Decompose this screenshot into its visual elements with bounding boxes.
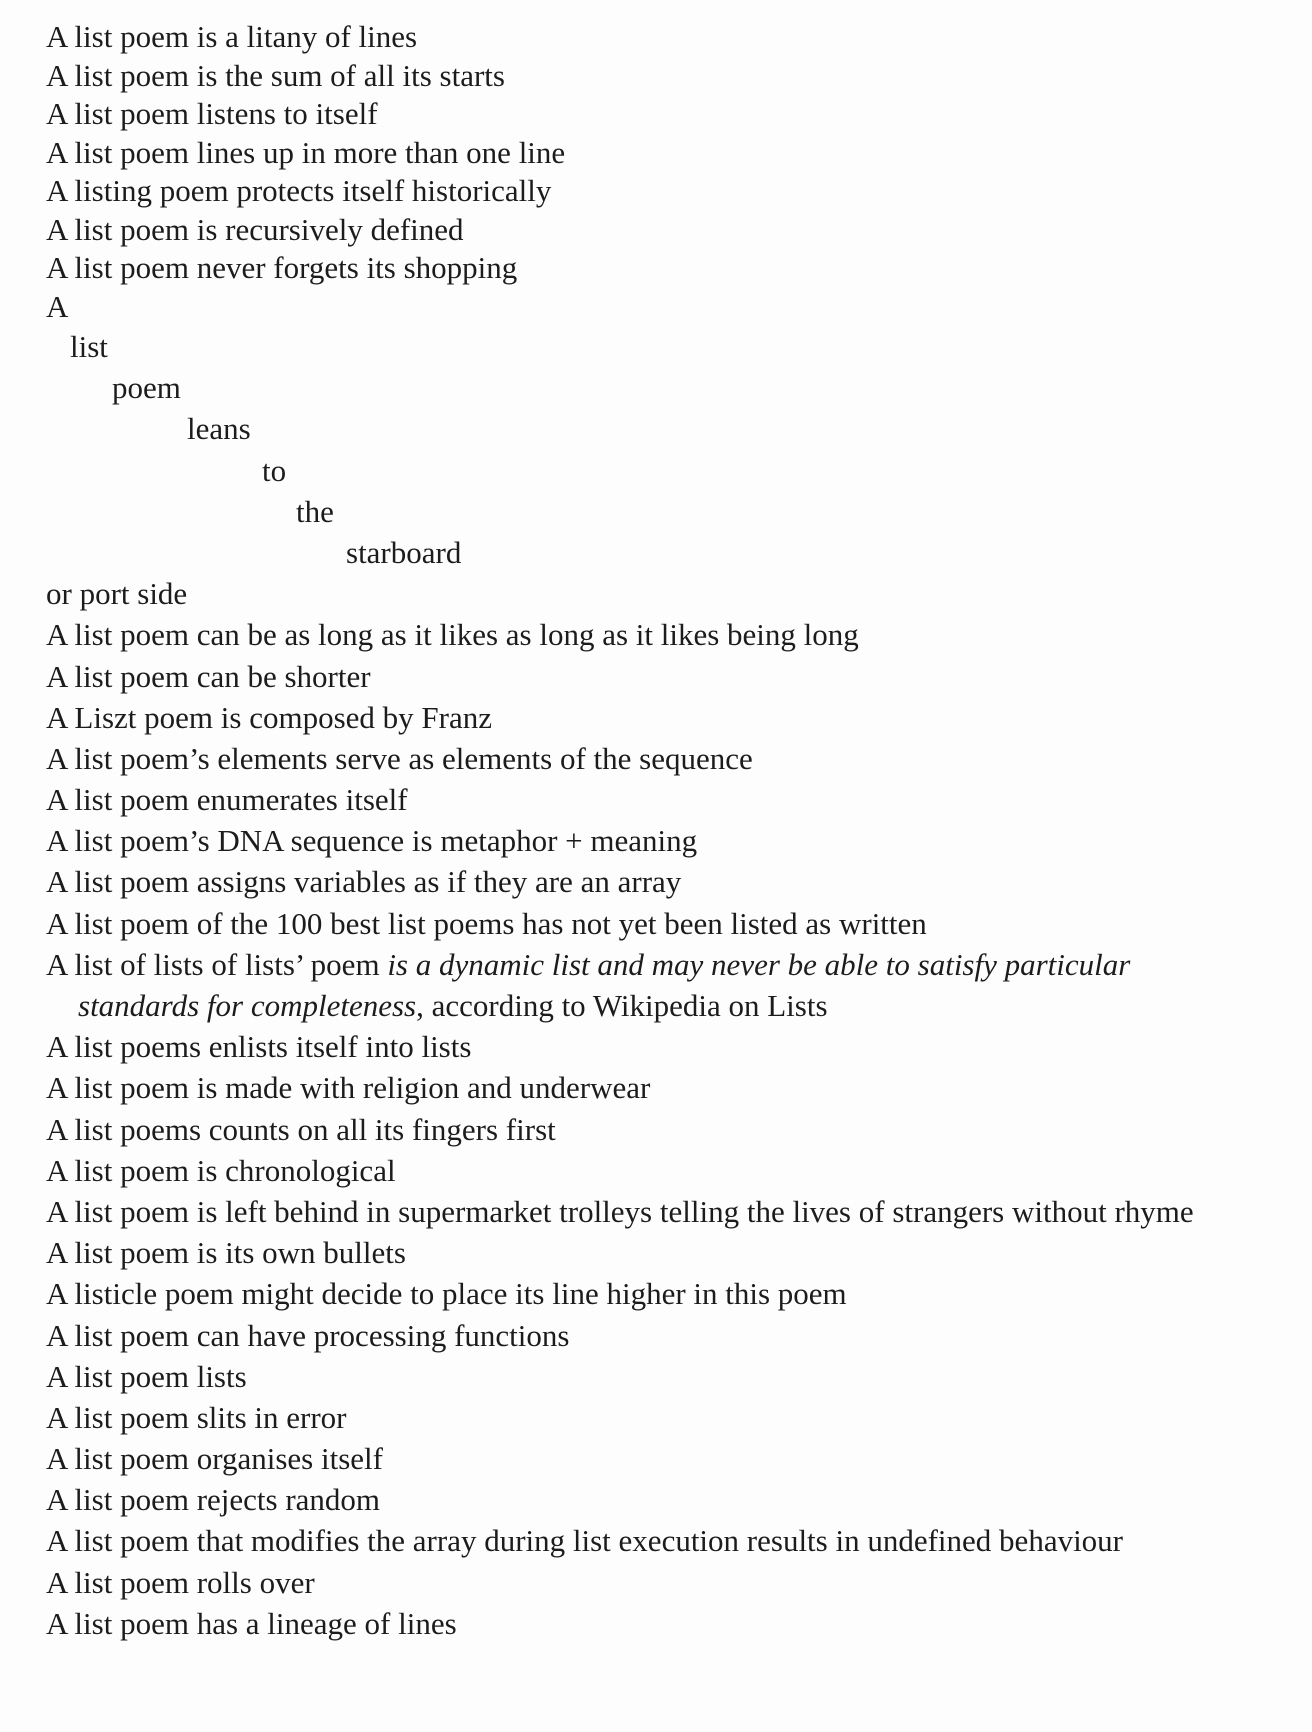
- poem-line: A list poem has a lineage of lines: [46, 1605, 457, 1641]
- wiki-italic-quote: is a dynamic list and may never be able to satisfy particular: [387, 946, 1131, 982]
- poem-line: A list poem of the 100 best list poems has not yet been listed as written: [46, 905, 927, 941]
- poem-line: A list poem’s DNA sequence is metaphor + meaning: [46, 823, 698, 859]
- stair-word: [46, 491, 1286, 532]
- stair-word: [46, 326, 1286, 367]
- stair-word-text: leans: [187, 411, 251, 447]
- poem-line: A list poem lines up in more than one line: [46, 134, 566, 170]
- poem-line: A list poem rejects random: [46, 1482, 381, 1518]
- wiki-line-2: [46, 985, 1286, 1026]
- stair-word: [46, 450, 1286, 491]
- poem-line: A list poem can be as long as it likes as long as it likes being long: [46, 617, 859, 653]
- wiki-suffix: , according to Wikipedia on Lists: [416, 988, 828, 1023]
- poem-line: A list poem slits in error: [46, 1399, 347, 1435]
- stair-word-text: to: [262, 452, 287, 488]
- stair-word-text: list: [70, 329, 108, 364]
- poem-body: [46, 18, 1286, 1644]
- stair-word-text: poem: [112, 370, 181, 406]
- poem-line: A listing poem protects itself historically: [46, 173, 552, 208]
- stair-word-text: starboard: [346, 534, 462, 570]
- poem-line: A list poem assigns variables as if they are an array: [46, 864, 682, 900]
- poem-line: A list poem organises itself: [46, 1441, 383, 1477]
- wiki-prefix: A list of lists of lists’ poem: [46, 946, 388, 982]
- poem-line: A list poem lists: [46, 1358, 247, 1394]
- poem-line: A list poem’s elements serve as elements of the sequence: [46, 740, 753, 776]
- stair-word: A: [46, 288, 69, 324]
- poem-line: A list poem listens to itself: [46, 96, 378, 131]
- poem-line: A list poem rolls over: [46, 1564, 315, 1600]
- stair-word: [46, 367, 1286, 408]
- poem-line: A list poem is left behind in supermarket trolleys telling the lives of strangers without rhyme: [46, 1193, 1194, 1229]
- poem-line: A list poem enumerates itself: [46, 782, 408, 818]
- stair-word: [46, 532, 1286, 573]
- poem-line: A list poem can be shorter: [46, 658, 371, 694]
- poem-line: A Liszt poem is composed by Franz: [46, 699, 492, 735]
- stair-word: [46, 408, 1286, 449]
- poem-line: A list poem can have processing functions: [46, 1317, 570, 1353]
- poem-line: A list poem never forgets its shopping: [46, 250, 518, 285]
- poem-line: A list poem is a litany of lines: [46, 19, 418, 54]
- poem-line: A list poem is chronological: [46, 1152, 396, 1188]
- wiki-italic-quote-end: standards for completeness: [78, 988, 417, 1023]
- poem-line: A list poems enlists itself into lists: [46, 1029, 472, 1065]
- poem-line: A list poem is made with religion and underwear: [46, 1070, 651, 1106]
- poem-line: A listicle poem might decide to place its line higher in this poem: [46, 1276, 847, 1312]
- poem-line: A list poems counts on all its fingers first: [46, 1111, 556, 1147]
- wiki-line-1: [46, 944, 1286, 985]
- poem-line: A list poem that modifies the array during list execution results in undefined behaviour: [46, 1523, 1124, 1559]
- poem-line: A list poem is its own bullets: [46, 1235, 406, 1271]
- poem-line: or port side: [46, 576, 188, 612]
- stair-word-text: the: [296, 493, 334, 529]
- poem-line: A list poem is the sum of all its starts: [46, 57, 505, 93]
- poem-line: A list poem is recursively defined: [46, 211, 464, 247]
